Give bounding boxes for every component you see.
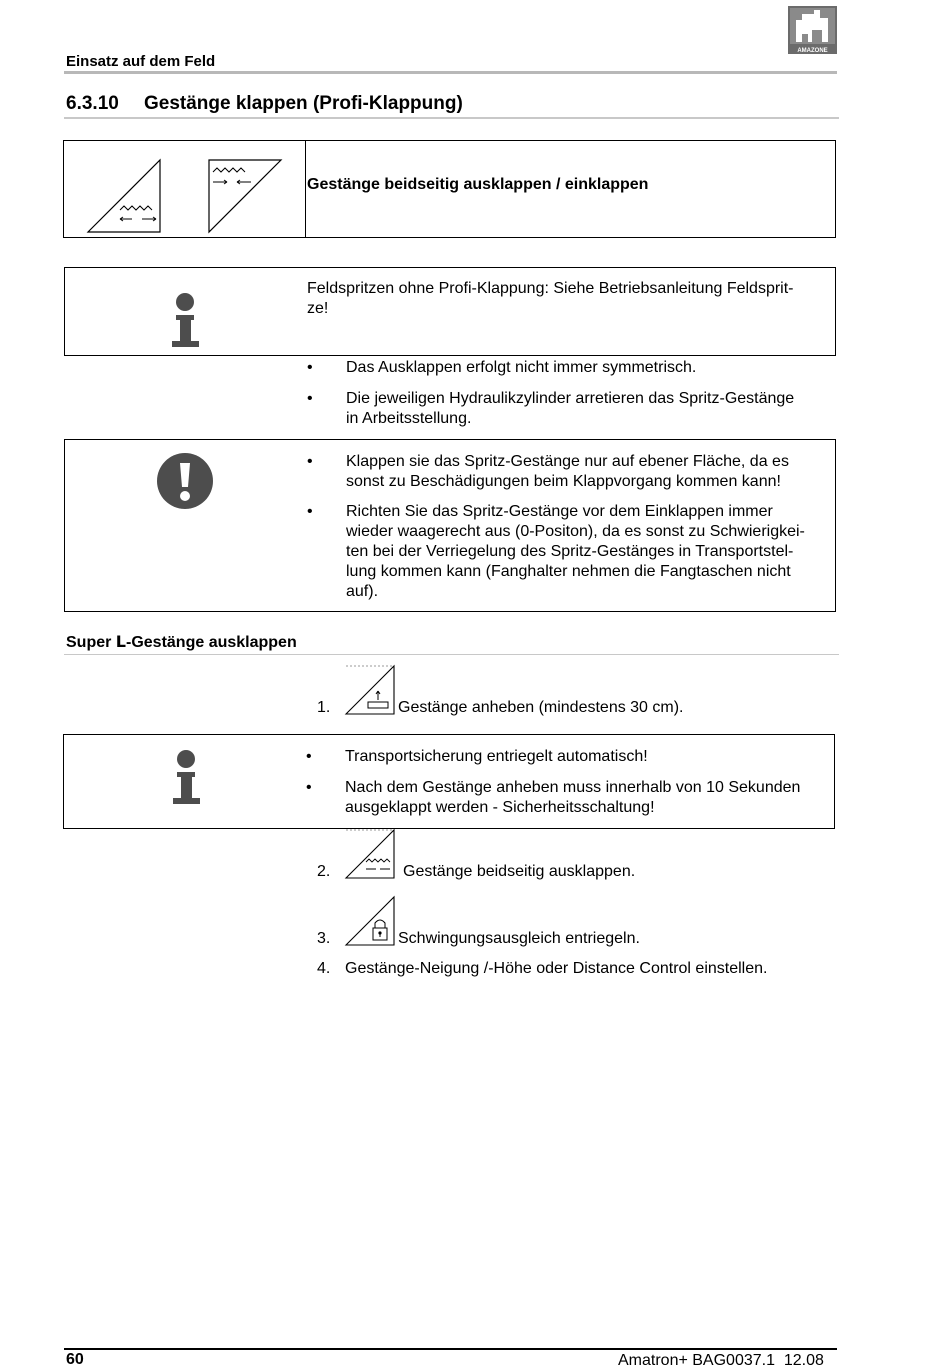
subsection-rule xyxy=(64,654,839,655)
warning-icon xyxy=(156,452,214,510)
boom-lift-icon xyxy=(344,664,396,716)
header-rule xyxy=(64,71,837,74)
info-icon xyxy=(170,293,200,348)
document-id: Amatron+ BAG0037.1 12.08 xyxy=(618,1352,824,1369)
step-2: 2. Gestänge beidseitig ausklappen. xyxy=(317,863,636,880)
section-rule xyxy=(64,117,839,119)
boom-fold-in-icon xyxy=(207,158,285,234)
boom-fold-out-icon xyxy=(344,828,396,880)
subsection-title: Super L-Gestänge ausklappen xyxy=(66,632,297,651)
section-number: 6.3.10 xyxy=(66,93,119,114)
function-table-label: Gestänge beidseitig ausklappen / einklappen xyxy=(307,176,649,193)
step-3: 3. Schwingungsausgleich entriegeln. xyxy=(317,930,640,947)
step-4: 4. Gestänge-Neigung /-Höhe oder Distance Control einstellen. xyxy=(317,960,768,977)
section-title-text: Gestänge klappen (Profi-Klappung) xyxy=(144,93,463,114)
boom-fold-out-icon xyxy=(86,158,164,234)
unlock-icon xyxy=(344,895,396,947)
amazone-logo xyxy=(788,6,837,54)
info-note-text: Feldspritzen ohne Profi-Klappung: Siehe Betriebsanleitung Feldsprit- ze! xyxy=(307,280,794,317)
step-1: 1. Gestänge anheben (mindestens 30 cm). xyxy=(317,699,684,716)
running-header: Einsatz auf dem Feld xyxy=(66,53,216,70)
section-title xyxy=(66,93,463,115)
table-divider xyxy=(305,141,306,237)
page-number: 60 xyxy=(66,1351,84,1368)
info-icon xyxy=(171,750,201,805)
logo-wordmark: AMAZONE xyxy=(797,48,828,54)
l-boom-letter: L xyxy=(115,632,126,651)
footer-rule xyxy=(64,1348,837,1350)
